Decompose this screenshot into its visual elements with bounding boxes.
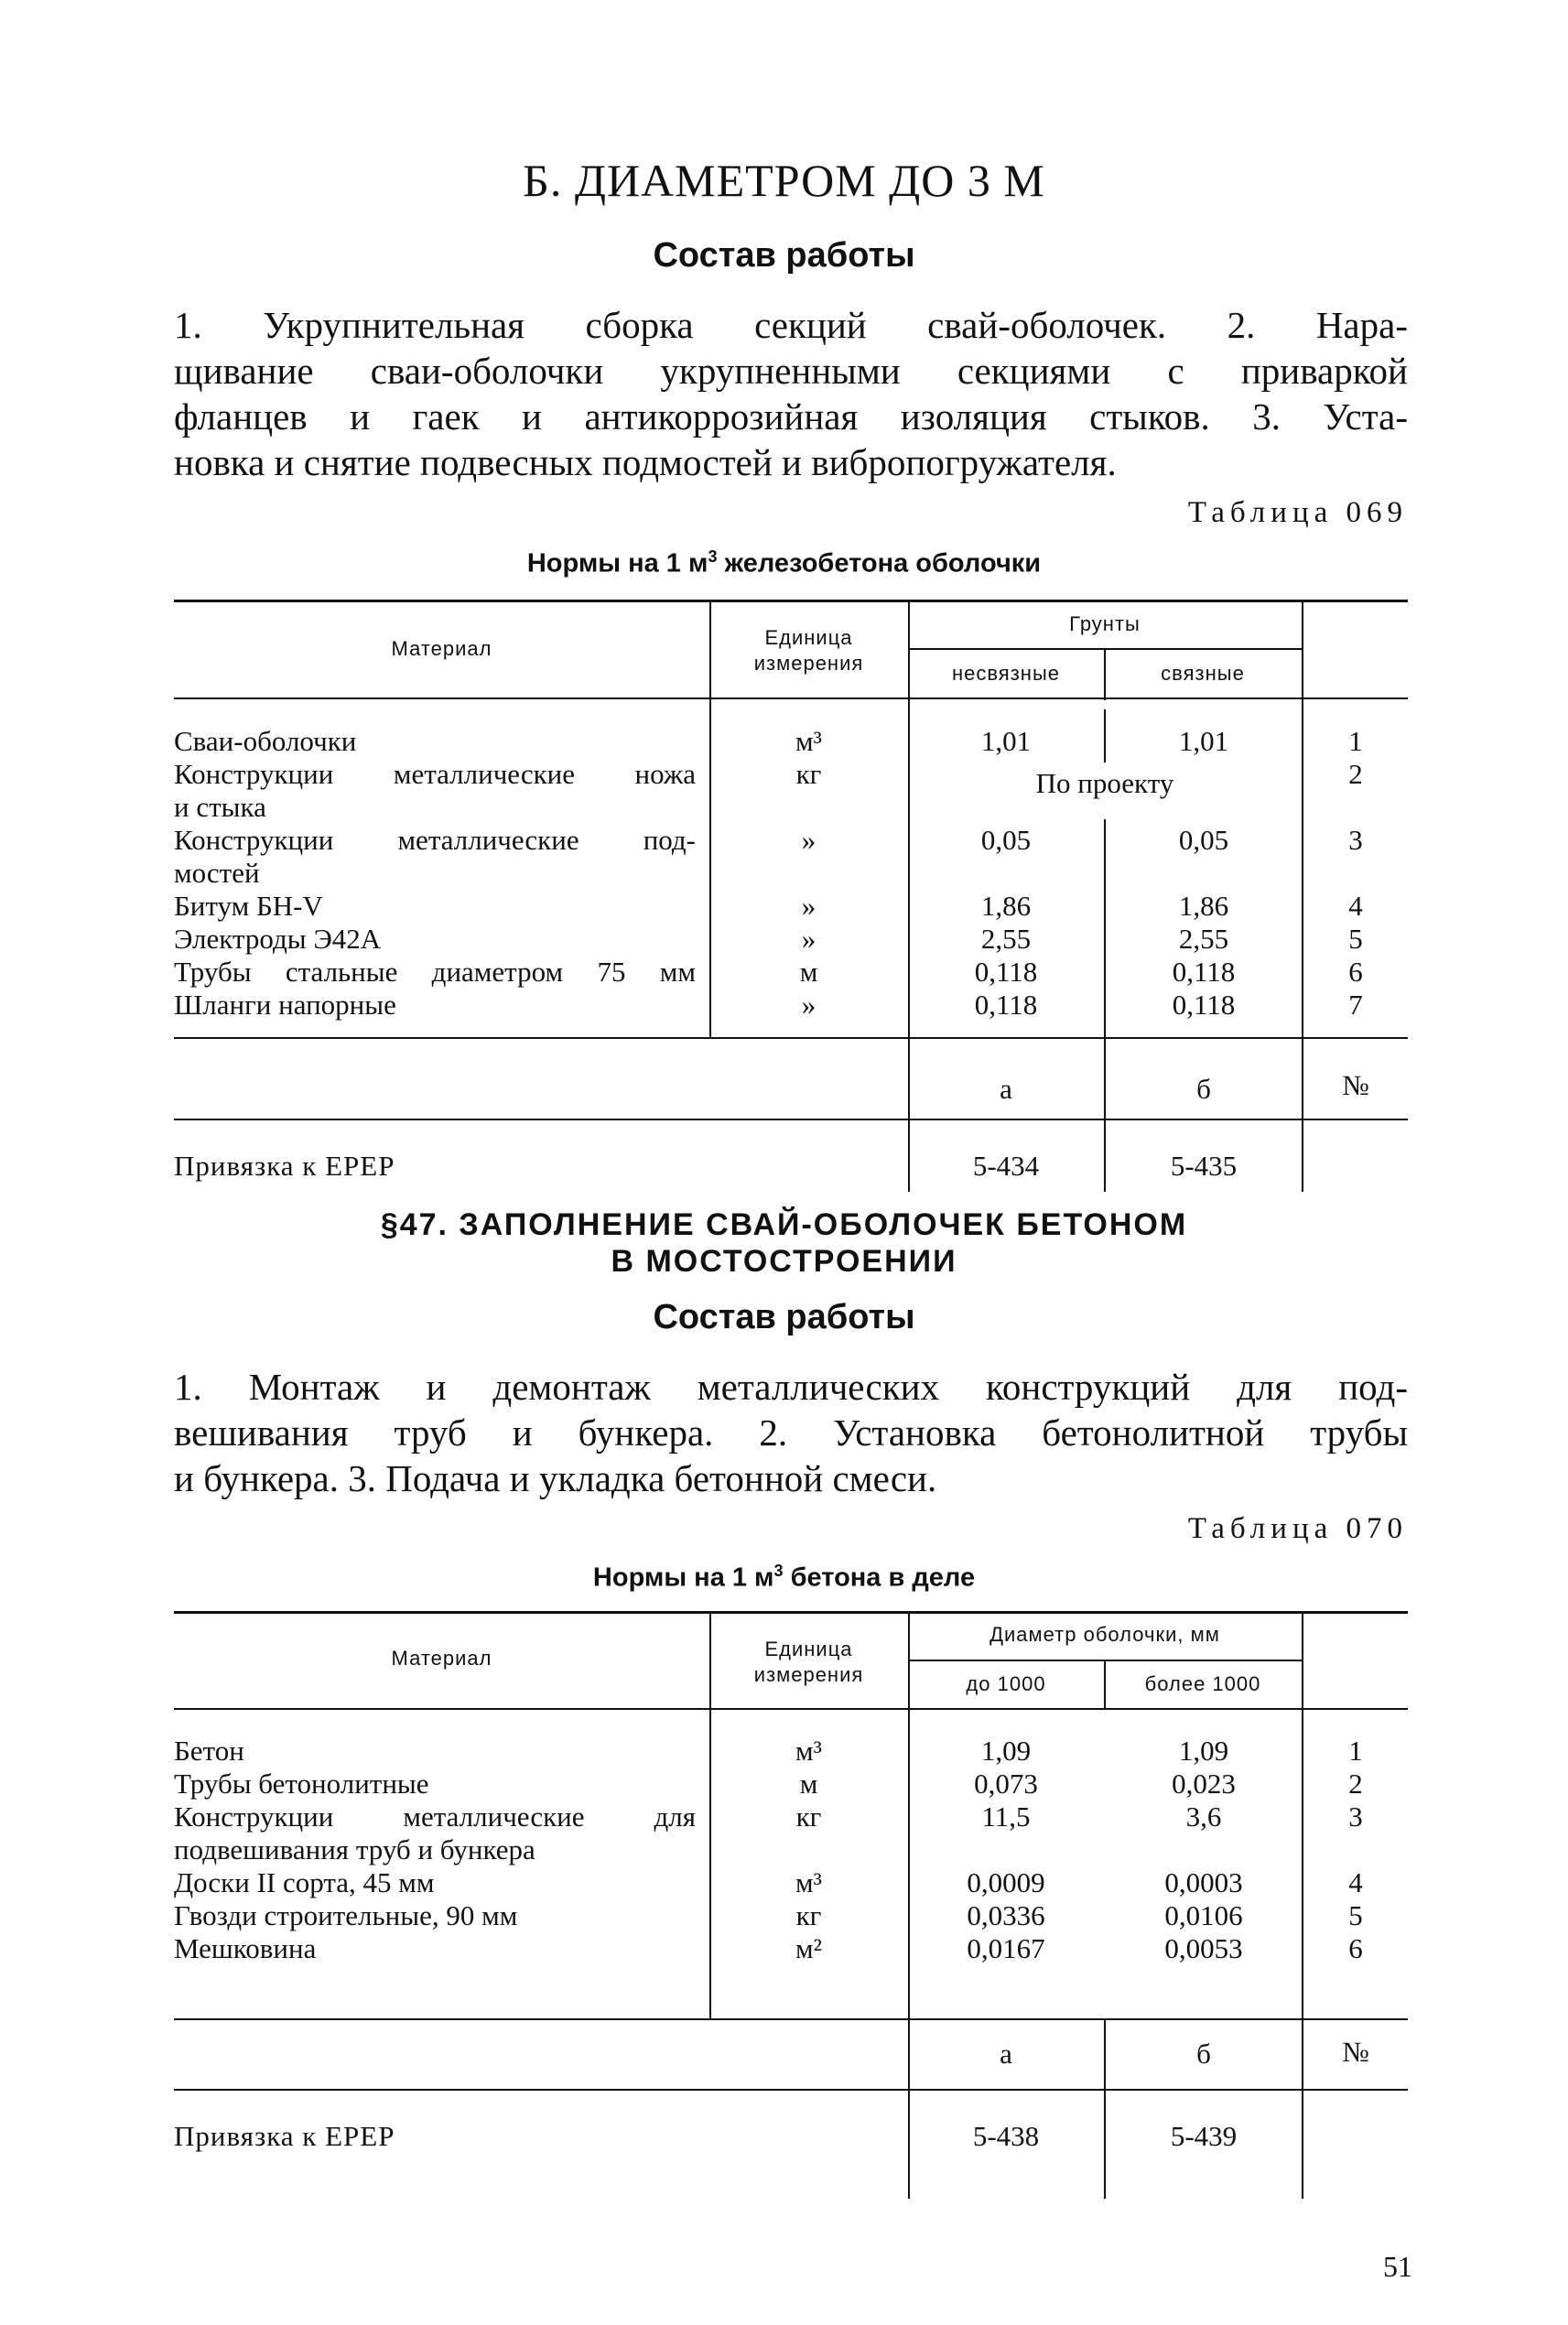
value-cell-b: 1,09	[1178, 1735, 1229, 1767]
value-cell-b: 0,118	[1172, 956, 1236, 988]
unit-cell: кг	[795, 1801, 822, 1833]
table-caption	[0, 547, 1568, 579]
unit-cell: м³	[795, 1866, 822, 1898]
material-line: и стыка	[174, 791, 266, 823]
link-code-b: 5-435	[1170, 1150, 1238, 1182]
value-cell-a: 0,118	[974, 956, 1038, 988]
section-title: Б. ДИАМЕТРОМ ДО 3 М	[523, 155, 1045, 206]
table-rule	[174, 600, 1408, 602]
header-group: Грунты	[1069, 612, 1141, 635]
header-col-a: несвязные	[951, 662, 1061, 685]
link-code-a: 5-434	[972, 1150, 1040, 1182]
material-line: Мешковина	[174, 1932, 317, 1964]
value-cell-b: 0,0106	[1164, 1899, 1243, 1931]
value-cell-b: 0,05	[1178, 824, 1229, 856]
link-code-a: 5-438	[972, 2120, 1040, 2152]
caption-text: железобетона оболочки	[717, 548, 1042, 579]
paragraph-title	[0, 1206, 1568, 1280]
caption-text: Нормы на 1 м	[526, 548, 708, 579]
unit-cell: м³	[795, 725, 822, 757]
header-unit	[709, 625, 908, 676]
caption-text: бетона в деле	[783, 1563, 976, 1593]
text-line: фланцев и гаек и антикоррозийная изоляция стыков. 3. Уста-	[174, 395, 1408, 438]
table-caption	[0, 1562, 1568, 1594]
text-line: и бункера. 3. Подача и укладка бетонной смеси.	[174, 1457, 937, 1499]
header-material: Материал	[391, 637, 492, 660]
header-col-b: более 1000	[1144, 1672, 1261, 1695]
link-label: Привязка к ЕРЕР	[174, 2120, 395, 2152]
table-rule	[174, 1037, 1408, 1039]
footer-col-a: а	[1000, 2038, 1012, 2070]
unit-cell: м	[799, 1768, 818, 1800]
unit-cell: »	[801, 989, 816, 1021]
unit-cell: м²	[795, 1932, 822, 1964]
material-cell	[174, 956, 696, 989]
table-rule	[174, 1611, 1408, 1614]
row-number: 6	[1348, 1932, 1363, 1964]
material-line: Битум БН-V	[174, 890, 323, 922]
header-unit-line: Единица	[764, 626, 853, 649]
text-line: 1. Монтаж и демонтаж металлических конструкций для под-	[174, 1366, 1408, 1408]
unit-cell: »	[801, 824, 816, 856]
header-col-a: до 1000	[966, 1672, 1046, 1695]
value-cell-a: 0,118	[974, 989, 1038, 1021]
material-cell	[174, 1801, 696, 1866]
header-unit-line: Единица	[764, 1638, 853, 1660]
value-cell-a: 0,0336	[967, 1899, 1045, 1931]
row-number: 4	[1348, 890, 1363, 922]
value-cell-b: 0,023	[1172, 1768, 1236, 1800]
material-line: Доски II сорта, 45 мм	[174, 1866, 435, 1898]
row-number: 1	[1348, 725, 1363, 757]
row-number: 6	[1348, 956, 1363, 988]
unit-cell: кг	[795, 1899, 822, 1931]
value-cell-b: 1,01	[1178, 725, 1229, 757]
value-cell-b: 2,55	[1178, 923, 1229, 955]
merged-value-cell: По проекту	[1035, 767, 1174, 799]
material-line: Гвозди строительные, 90 мм	[174, 1899, 518, 1931]
material-cell	[174, 758, 696, 824]
header-unit-line: измерения	[753, 652, 864, 675]
row-number: 2	[1348, 1768, 1363, 1800]
material-line: Трубы стальные диаметром 75 мм	[174, 956, 696, 988]
header-group: Диаметр оболочки, мм	[989, 1623, 1220, 1646]
table-label: Таблица 069	[1187, 496, 1408, 529]
material-line: мостей	[174, 857, 260, 889]
text-line: щивание сваи-оболочки укрупненными секциями с приваркой	[174, 350, 1408, 392]
value-cell-a: 2,55	[980, 923, 1032, 955]
caption-superscript: 3	[708, 547, 718, 566]
material-cell	[174, 989, 696, 1022]
value-cell-a: 0,073	[974, 1768, 1038, 1800]
paragraph-title-line: В МОСТОСТРОЕНИИ	[611, 1244, 957, 1279]
material-line: Электроды Э42А	[174, 923, 382, 955]
text-line: 1. Укрупнительная сборка секций свай-оболочек. 2. Нара-	[174, 304, 1408, 346]
header-col-b: связные	[1161, 662, 1245, 685]
value-cell-a: 11,5	[981, 1801, 1031, 1833]
material-cell	[174, 1932, 696, 1965]
work-composition-text	[174, 1364, 1408, 1501]
footer-col-a: а	[1000, 1073, 1012, 1105]
caption-text: Нормы на 1 м	[592, 1563, 774, 1593]
footer-number-sign: №	[1342, 1069, 1369, 1101]
value-cell-a: 0,0009	[967, 1866, 1045, 1898]
unit-cell: м	[799, 956, 818, 988]
link-code-b: 5-439	[1170, 2120, 1238, 2152]
caption-superscript: 3	[773, 1562, 784, 1580]
text-line: новка и снятие подвесных подмостей и вибропогружателя.	[174, 441, 1117, 483]
unit-cell: »	[801, 923, 816, 955]
row-number: 2	[1348, 758, 1363, 790]
material-line: Бетон	[174, 1735, 244, 1767]
header-unit-line: измерения	[753, 1663, 864, 1686]
value-cell-b: 0,118	[1172, 989, 1236, 1021]
link-label: Привязка к ЕРЕР	[174, 1150, 395, 1182]
material-cell	[174, 890, 696, 923]
value-cell-b: 0,0003	[1164, 1866, 1243, 1898]
material-cell	[174, 824, 696, 890]
value-cell-b: 1,86	[1178, 890, 1229, 922]
material-line: Конструкции металлические под-	[174, 824, 696, 856]
row-number: 5	[1348, 1899, 1363, 1931]
material-line: Конструкции металлические для	[174, 1801, 696, 1833]
value-cell-b: 0,0053	[1164, 1932, 1243, 1964]
material-line: Конструкции металлические ножа	[174, 758, 696, 790]
table-rule	[174, 698, 1408, 699]
page-number: 51	[1383, 2250, 1412, 2283]
value-cell-a: 1,86	[980, 890, 1032, 922]
material-line: подвешивания труб и бункера	[174, 1833, 535, 1865]
material-line: Трубы бетонолитные	[174, 1768, 429, 1800]
footer-col-b: б	[1196, 1073, 1211, 1105]
value-cell-b: 3,6	[1185, 1801, 1222, 1833]
unit-cell: »	[801, 890, 816, 922]
unit-cell: м³	[795, 1735, 822, 1767]
work-composition-title: Состав работы	[653, 1298, 915, 1336]
work-composition-title: Состав работы	[653, 236, 915, 275]
material-cell	[174, 1768, 696, 1801]
unit-cell: кг	[795, 758, 822, 790]
text-line: вешивания труб и бункера. 2. Установка бетонолитной трубы	[174, 1411, 1408, 1454]
material-cell	[174, 923, 696, 956]
row-number: 5	[1348, 923, 1363, 955]
paragraph-title-line: §47. ЗАПОЛНЕНИЕ СВАЙ-ОБОЛОЧЕК БЕТОНОМ	[380, 1207, 1188, 1242]
material-cell	[174, 725, 696, 758]
row-number: 3	[1348, 824, 1363, 856]
table-label: Таблица 070	[1187, 1512, 1408, 1545]
header-unit	[709, 1637, 908, 1688]
value-cell-a: 0,05	[980, 824, 1032, 856]
value-cell-a: 1,09	[980, 1735, 1032, 1767]
material-cell	[174, 1735, 696, 1768]
material-cell	[174, 1866, 696, 1899]
row-number: 4	[1348, 1866, 1363, 1898]
footer-number-sign: №	[1342, 2036, 1369, 2068]
table-rule	[174, 2018, 1408, 2020]
material-line: Сваи-оболочки	[174, 725, 357, 757]
value-cell-a: 0,0167	[967, 1932, 1045, 1964]
material-line: Шланги напорные	[174, 989, 396, 1021]
value-cell-a: 1,01	[980, 725, 1032, 757]
table-rule	[174, 1708, 1408, 1710]
row-number: 7	[1348, 989, 1363, 1021]
work-composition-text	[174, 302, 1408, 485]
row-number: 1	[1348, 1735, 1363, 1767]
row-number: 3	[1348, 1801, 1363, 1833]
footer-col-b: б	[1196, 2038, 1211, 2070]
table-rule	[174, 2089, 1408, 2091]
material-cell	[174, 1899, 696, 1932]
table-rule	[174, 1119, 1408, 1120]
header-material: Материал	[391, 1647, 492, 1670]
